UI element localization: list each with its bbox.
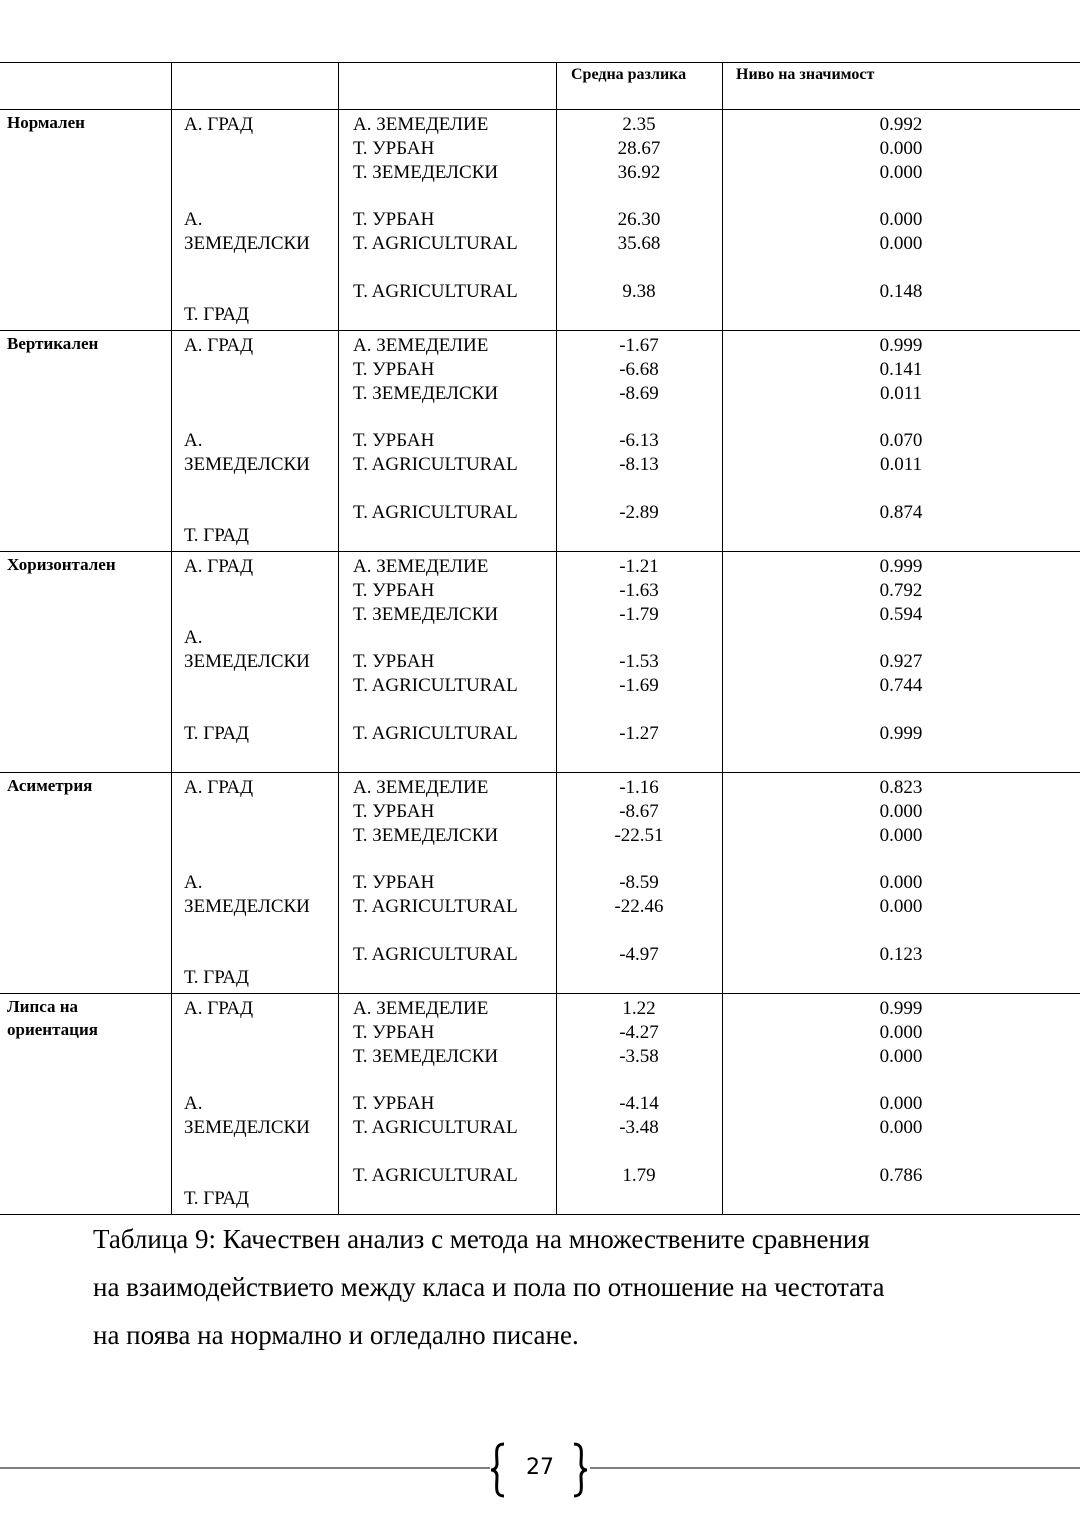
significance-cell: 0.999 [879, 335, 923, 356]
mean-difference-cell: -1.79 [619, 603, 659, 625]
header-mean-difference: Средна разлика [571, 66, 687, 83]
group-a-cell: А. [184, 872, 203, 894]
group-b-cell: T. AGRICULTURAL [353, 280, 518, 302]
class-label: Асиметрия [7, 776, 93, 795]
significance-cell: 0.000 [879, 161, 923, 183]
table-group [0, 552, 1080, 773]
group-a-cell: ЗЕМЕДЕЛСКИ [184, 454, 310, 475]
mean-difference-cell: -1.16 [619, 777, 659, 798]
column-divider [171, 552, 172, 772]
mean-difference-cell: -6.13 [619, 430, 659, 452]
significance-cell: 0.000 [879, 1117, 923, 1138]
class-label: Липса на ориентация [7, 997, 98, 1039]
mean-difference-cell: -22.51 [614, 824, 664, 846]
caption-line: на поява на нормално и огледално писане. [93, 1320, 579, 1350]
mean-difference-cell: -4.27 [619, 1021, 659, 1043]
group-b-cell: Т. УРБАН [353, 579, 435, 601]
group-a-cell: ЗЕМЕДЕЛСКИ [184, 651, 310, 673]
table-caption [93, 1215, 1013, 1359]
mean-difference-cell: -1.21 [619, 556, 659, 577]
group-b-cell: Т. ЗЕМЕДЕЛСКИ [353, 1045, 499, 1067]
column-divider [171, 773, 172, 993]
left-brace-icon [488, 1442, 508, 1498]
mean-difference-cell: -8.67 [619, 800, 659, 822]
column-divider [338, 63, 339, 109]
class-label: Хоризонтален [7, 555, 116, 574]
group-b-cell: А. ЗЕМЕДЕЛИЕ [353, 998, 489, 1019]
class-label: Нормален [7, 113, 85, 132]
group-b-cell: Т. УРБАН [353, 651, 435, 673]
column-divider [338, 552, 339, 772]
table-header-row [0, 63, 1080, 110]
group-b-cell: Т. ЗЕМЕДЕЛСКИ [353, 161, 499, 183]
footer-rule-left [0, 1467, 490, 1469]
mean-difference-cell: 2.35 [622, 114, 656, 135]
group-b-cell: А. ЗЕМЕДЕЛИЕ [353, 114, 489, 135]
mean-difference-cell: -8.59 [619, 872, 659, 894]
group-b-cell: Т. УРБАН [353, 800, 435, 822]
group-a-cell: А. [184, 1093, 203, 1115]
group-a-cell: ЗЕМЕДЕЛСКИ [184, 1117, 310, 1138]
group-a-cell: А. ГРАД [184, 556, 254, 577]
header-significance-level: Ниво на значимост [736, 66, 875, 83]
group-b-cell: А. ЗЕМЕДЕЛИЕ [353, 556, 489, 577]
group-a-cell: А. [184, 627, 203, 649]
footer-rule-right [590, 1467, 1080, 1469]
class-label: Вертикален [7, 334, 99, 353]
group-b-cell: T. AGRICULTURAL [353, 501, 518, 523]
group-a-cell: А. ГРАД [184, 335, 254, 356]
group-b-cell: T. AGRICULTURAL [353, 233, 518, 254]
table-group [0, 773, 1080, 994]
group-b-cell: T. AGRICULTURAL [353, 943, 518, 965]
group-a-cell: Т. ГРАД [184, 304, 250, 326]
group-a-cell: ЗЕМЕДЕЛСКИ [184, 233, 310, 254]
significance-cell: 0.000 [879, 1093, 923, 1115]
group-b-cell: Т. ЗЕМЕДЕЛСКИ [353, 603, 499, 625]
significance-cell: 0.148 [879, 280, 923, 302]
significance-cell: 0.823 [879, 777, 923, 798]
significance-cell: 0.000 [879, 1045, 923, 1067]
results-table [0, 62, 1080, 1215]
column-divider [171, 110, 172, 330]
mean-difference-cell: 36.92 [617, 161, 661, 183]
table-group [0, 994, 1080, 1214]
group-b-cell: Т. УРБАН [353, 209, 435, 231]
significance-cell: 0.123 [879, 943, 923, 965]
significance-cell: 0.000 [879, 137, 923, 159]
table-group [0, 331, 1080, 552]
group-b-cell: Т. УРБАН [353, 137, 435, 159]
significance-cell: 0.070 [879, 430, 923, 452]
significance-cell: 0.000 [879, 1021, 923, 1043]
group-b-cell: T. AGRICULTURAL [353, 896, 518, 917]
column-divider [556, 63, 557, 109]
group-a-cell: А. [184, 430, 203, 452]
significance-cell: 0.792 [879, 579, 923, 601]
mean-difference-cell: 26.30 [617, 209, 661, 231]
group-b-cell: Т. УРБАН [353, 358, 435, 380]
mean-difference-cell: -6.68 [619, 358, 659, 380]
significance-cell: 0.011 [879, 454, 923, 475]
mean-difference-cell: -1.27 [619, 722, 659, 744]
column-divider [171, 994, 172, 1214]
mean-difference-cell: -1.53 [619, 651, 659, 673]
caption-line: на взаимодействието между класа и пола по отношение на честотата [93, 1272, 885, 1302]
mean-difference-cell: -3.48 [619, 1117, 659, 1138]
mean-difference-cell: -1.69 [619, 675, 659, 696]
significance-cell: 0.874 [879, 501, 923, 523]
group-a-cell: А. ГРАД [184, 114, 254, 135]
significance-cell: 0.992 [879, 114, 923, 135]
significance-cell: 0.000 [879, 209, 923, 231]
group-b-cell: T. AGRICULTURAL [353, 675, 518, 696]
mean-difference-cell: 35.68 [617, 233, 661, 254]
significance-cell: 0.999 [879, 998, 923, 1019]
group-b-cell: А. ЗЕМЕДЕЛИЕ [353, 335, 489, 356]
significance-cell: 0.000 [879, 896, 923, 917]
mean-difference-cell: -22.46 [614, 896, 664, 917]
column-divider [338, 331, 339, 551]
mean-difference-cell: 28.67 [617, 137, 661, 159]
group-a-cell: Т. ГРАД [184, 722, 250, 744]
group-a-cell: ЗЕМЕДЕЛСКИ [184, 896, 310, 917]
column-divider [338, 994, 339, 1214]
mean-difference-cell: 1.79 [622, 1164, 656, 1186]
mean-difference-cell: -4.97 [619, 943, 659, 965]
mean-difference-cell: 1.22 [622, 998, 656, 1019]
significance-cell: 0.744 [879, 675, 923, 696]
column-divider [722, 63, 723, 109]
significance-cell: 0.000 [879, 824, 923, 846]
caption-line: Таблица 9: Качествен анализ с метода на множествените сравнения [93, 1224, 870, 1254]
group-b-cell: Т. ЗЕМЕДЕЛСКИ [353, 824, 499, 846]
table-group [0, 110, 1080, 331]
group-b-cell: Т. УРБАН [353, 872, 435, 894]
group-b-cell: Т. УРБАН [353, 1021, 435, 1043]
significance-cell: 0.011 [879, 382, 923, 404]
mean-difference-cell: -3.58 [619, 1045, 659, 1067]
mean-difference-cell: -8.13 [619, 454, 659, 475]
column-divider [171, 331, 172, 551]
significance-cell: 0.927 [879, 651, 923, 673]
column-divider [338, 110, 339, 330]
group-a-cell: А. [184, 209, 203, 231]
significance-cell: 0.999 [879, 556, 923, 577]
group-a-cell: А. ГРАД [184, 998, 254, 1019]
group-a-cell: Т. ГРАД [184, 1188, 250, 1210]
group-b-cell: Т. ЗЕМЕДЕЛСКИ [353, 382, 499, 404]
mean-difference-cell: -8.69 [619, 382, 659, 404]
column-divider [338, 773, 339, 993]
group-b-cell: T. AGRICULTURAL [353, 1117, 518, 1138]
group-a-cell: А. ГРАД [184, 777, 254, 798]
group-a-cell: Т. ГРАД [184, 967, 250, 989]
group-a-cell: Т. ГРАД [184, 525, 250, 547]
page-number: 27 [526, 1455, 554, 1480]
significance-cell: 0.000 [879, 233, 923, 254]
column-divider [171, 63, 172, 109]
significance-cell: 0.594 [879, 603, 923, 625]
significance-cell: 0.999 [879, 722, 923, 744]
significance-cell: 0.141 [879, 358, 923, 380]
significance-cell: 0.000 [879, 800, 923, 822]
group-b-cell: Т. УРБАН [353, 1093, 435, 1115]
mean-difference-cell: -1.63 [619, 579, 659, 601]
table-body [0, 110, 1080, 1214]
page-footer [0, 1440, 1080, 1500]
mean-difference-cell: -4.14 [619, 1093, 659, 1115]
group-b-cell: А. ЗЕМЕДЕЛИЕ [353, 777, 489, 798]
group-b-cell: T. AGRICULTURAL [353, 454, 518, 475]
significance-cell: 0.000 [879, 872, 923, 894]
mean-difference-cell: 9.38 [622, 280, 656, 302]
group-b-cell: T. AGRICULTURAL [353, 1164, 518, 1186]
significance-cell: 0.786 [879, 1164, 923, 1186]
right-brace-icon [570, 1442, 590, 1498]
mean-difference-cell: -2.89 [619, 501, 659, 523]
mean-difference-cell: -1.67 [619, 335, 659, 356]
group-b-cell: T. AGRICULTURAL [353, 722, 518, 744]
group-b-cell: Т. УРБАН [353, 430, 435, 452]
